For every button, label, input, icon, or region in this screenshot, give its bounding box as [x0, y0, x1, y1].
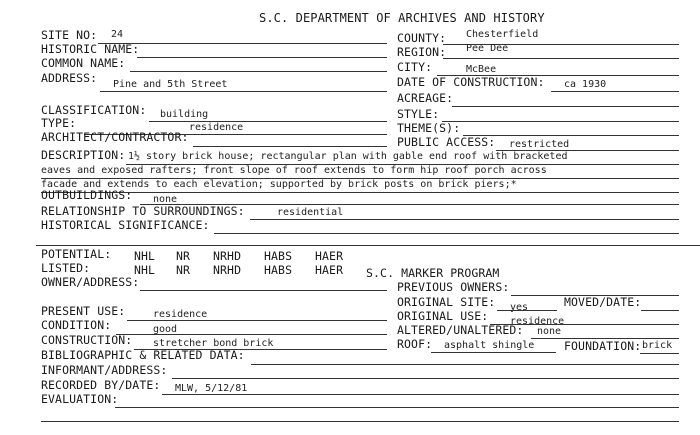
address-value: Pine and 5th Street [113, 79, 228, 90]
date-of-construction-value: ca 1930 [564, 79, 607, 90]
construction-value: stretcher bond brick [153, 338, 274, 349]
architect-label: ARCHITECT/CONTRACTOR: [41, 130, 189, 144]
roof-value: asphalt shingle [444, 340, 535, 351]
altered-value: none [537, 326, 562, 337]
foundation-label: FOUNDATION: [564, 339, 642, 353]
original-use-label: ORIGINAL USE: [397, 309, 489, 323]
style-label: STYLE: [397, 107, 440, 121]
address-label: ADDRESS: [41, 71, 98, 85]
recorded-by-value: MLW, 5/12/81 [175, 383, 248, 394]
potential-nr: NR [176, 249, 191, 263]
city-label: CITY: [397, 60, 433, 74]
present-use-label: PRESENT USE: [41, 304, 126, 318]
type-value: residence [189, 122, 244, 133]
recorded-by-label: RECORDED BY/DATE: [41, 378, 161, 392]
informant-label: INFORMANT/ADDRESS: [41, 363, 168, 377]
site-no-value: 24 [111, 29, 124, 40]
region-value: Pee Dee [466, 43, 509, 54]
site-no-label: SITE NO: [41, 28, 98, 42]
section-divider [36, 245, 700, 246]
form-title: S.C. DEPARTMENT OF ARCHIVES AND HISTORY [259, 11, 545, 25]
original-use-value: residence [510, 316, 565, 327]
relationship-value: residential [277, 207, 344, 218]
potential-label: POTENTIAL: [41, 247, 112, 261]
potential-haer: HAER [315, 249, 344, 263]
county-value: Chesterfield [466, 29, 539, 40]
description-label: DESCRIPTION: [41, 148, 126, 162]
common-name-label: COMMON NAME: [41, 56, 126, 70]
original-site-value: yes [510, 302, 529, 313]
roof-label: ROOF: [397, 337, 433, 351]
public-access-value: restricted [509, 139, 570, 150]
description-line-3: facade and extends to each elevation; supported by brick posts on brick piers;* [41, 179, 517, 190]
classification-label: CLASSIFICATION: [41, 103, 147, 117]
moved-date-label: MOVED/DATE: [564, 295, 642, 309]
description-line-1: 1½ story brick house; rectangular plan with gable end roof with bracketed [128, 151, 568, 162]
altered-label: ALTERED/UNALTERED: [397, 323, 524, 337]
public-access-label: PUBLIC ACCESS: [397, 135, 496, 149]
construction-label: CONSTRUCTION: [41, 333, 133, 347]
owner-address-label: OWNER/ADDRESS: [41, 275, 140, 289]
evaluation-label: EVALUATION: [41, 392, 119, 406]
date-of-construction-label: DATE OF CONSTRUCTION: [397, 75, 545, 89]
listed-nrhd: NRHD [213, 263, 242, 277]
condition-value: good [153, 324, 178, 335]
historical-significance-label: HISTORICAL SIGNIFICANCE: [41, 218, 210, 232]
potential-nrhd: NRHD [213, 249, 242, 263]
condition-label: CONDITION: [41, 318, 112, 332]
county-label: COUNTY: [397, 31, 447, 45]
listed-habs: HABS [264, 263, 293, 277]
relationship-label: RELATIONSHIP TO SURROUNDINGS: [41, 204, 245, 218]
description-line-2: eaves and exposed rafters; front slope of roof extends to form hip roof porch across [41, 165, 547, 176]
previous-owners-label: PREVIOUS OWNERS: [397, 280, 510, 294]
classification-value: building [160, 109, 209, 120]
listed-label: LISTED: [41, 261, 91, 275]
outbuildings-value: none [153, 194, 178, 205]
original-site-label: ORIGINAL SITE: [397, 295, 496, 309]
city-value: McBee [466, 64, 497, 75]
type-label: TYPE: [41, 116, 77, 130]
sc-marker-label: S.C. MARKER PROGRAM [366, 266, 500, 280]
acreage-label: ACREAGE: [397, 91, 454, 105]
potential-habs: HABS [264, 249, 293, 263]
bibliographic-label: BIBLIOGRAPHIC & RELATED DATA: [41, 348, 245, 362]
potential-nhl: NHL [134, 249, 156, 263]
outbuildings-label: OUTBUILDINGS: [41, 188, 133, 202]
themes-label: THEME(S): [397, 121, 461, 135]
present-use-value: residence [153, 309, 208, 320]
listed-nhl: NHL [134, 263, 156, 277]
listed-haer: HAER [315, 263, 344, 277]
foundation-value: brick [642, 340, 673, 351]
region-label: REGION: [397, 45, 447, 59]
listed-nr: NR [176, 263, 191, 277]
historic-name-label: HISTORIC NAME: [41, 42, 140, 56]
